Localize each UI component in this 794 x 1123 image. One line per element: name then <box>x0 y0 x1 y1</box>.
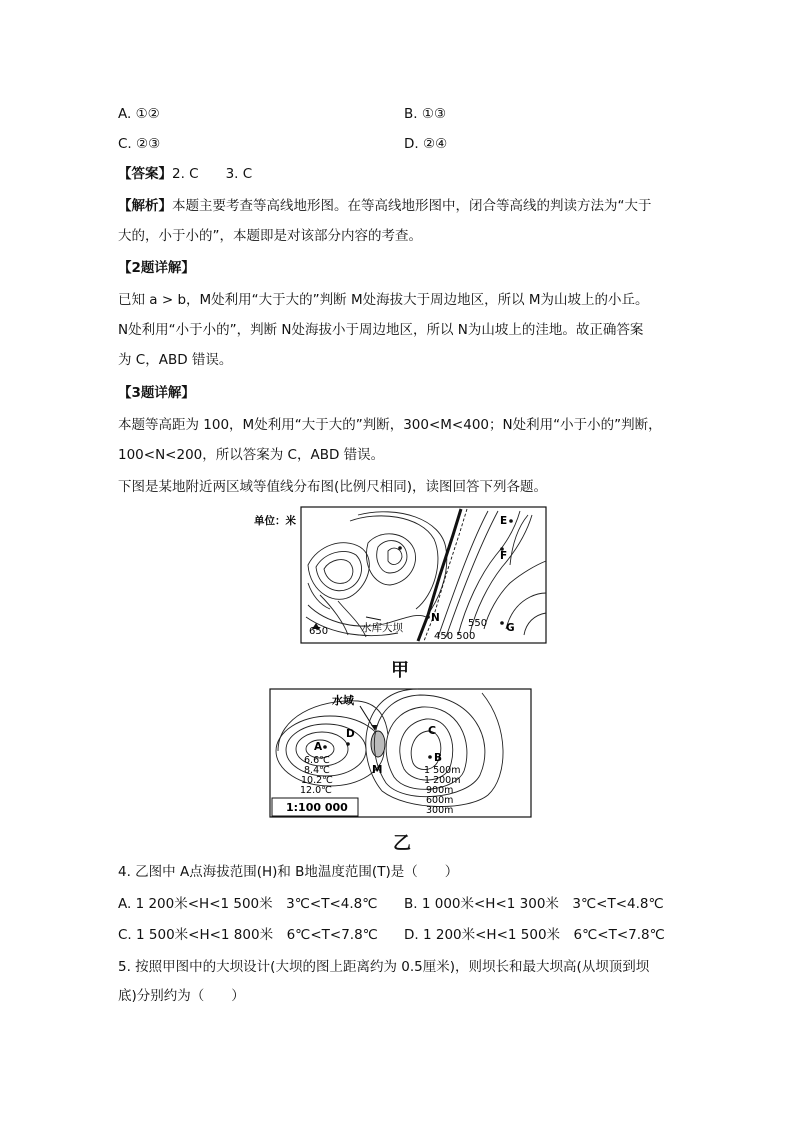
label-dam: 水库大坝 <box>361 622 403 634</box>
summit-dot <box>398 546 402 550</box>
analysis-text-1: 本题主要考查等高线地形图。在等高线地形图中，闭合等高线的判读方法为“大于 <box>172 198 652 214</box>
point-a-dot <box>323 745 327 749</box>
water-body <box>371 731 385 757</box>
q5-line-2: 底)分别约为（ ） <box>118 988 245 1004</box>
label-650: 650 <box>309 626 329 637</box>
option-c: C. ②③ <box>118 136 161 152</box>
scale-label: 1:100 000 <box>286 801 348 814</box>
option-d: D. ②④ <box>404 136 448 152</box>
dam-pointer <box>366 617 381 620</box>
analysis-line-1 <box>118 196 652 216</box>
q3-detail-line-1: 本题等高距为 100，M处利用“大于大的”判断，300<M<400；N处利用“小于小的”判断， <box>118 417 662 433</box>
label-water: 水域 <box>332 694 354 707</box>
q2-detail-line-2: N处利用“小于小的”，判断 N处海拔小于周边地区，所以 N为山坡上的洼地。故正确答案 <box>118 322 644 338</box>
label-b: B <box>434 752 443 764</box>
height-label-5: 300m <box>426 805 454 816</box>
label-a: A <box>314 741 323 753</box>
q2-detail-line-3: 为 C，ABD 错误。 <box>118 352 233 368</box>
q4-stem: 4. 乙图中 A点海拔范围(H)和 B地温度范围(T)是（ ） <box>118 864 459 880</box>
height-label-2: 1 200m <box>424 775 461 786</box>
label-450-500: 450 500 <box>434 631 476 642</box>
label-f: F <box>500 550 508 562</box>
label-n: N <box>431 612 440 624</box>
caption-jia: 甲 <box>391 660 409 681</box>
q3-detail-line-2: 100<N<200，所以答案为 C，ABD 错误。 <box>118 447 385 463</box>
temp-label-1: 6.6℃ <box>304 755 330 766</box>
q4-option-c: C. 1 500米<H<1 800米 6℃<T<7.8℃ <box>118 927 378 943</box>
unit-label: 单位：米 <box>254 515 296 527</box>
temp-label-4: 12.0℃ <box>300 785 332 796</box>
q4-option-b: B. 1 000米<H<1 300米 3℃<T<4.8℃ <box>404 896 664 912</box>
answer-label: 【答案】 <box>118 166 172 182</box>
analysis-line-2: 大的，小于小的”，本题即是对该部分内容的考查。 <box>118 228 422 244</box>
answer-text: 2. C 3. C <box>172 166 253 182</box>
point-g-dot <box>500 621 504 625</box>
isoline-map-yi <box>268 687 533 819</box>
option-b: B. ①③ <box>404 106 447 122</box>
point-d-dot <box>346 742 350 746</box>
analysis-label: 【解析】 <box>118 198 172 214</box>
answer-line <box>118 164 252 184</box>
label-e: E <box>500 515 508 527</box>
label-d: D <box>346 728 355 740</box>
caption-yi: 乙 <box>393 833 411 854</box>
q2-detail-heading: 【2题详解】 <box>118 260 195 276</box>
q4-option-d: D. 1 200米<H<1 500米 6℃<T<7.8℃ <box>404 927 665 943</box>
label-m: M <box>372 764 383 776</box>
point-b-dot <box>428 755 432 759</box>
figure-intro: 下图是某地附近两区域等值线分布图(比例尺相同)，读图回答下列各题。 <box>118 479 548 495</box>
height-label-4: 600m <box>426 795 454 806</box>
q5-line-1: 5. 按照甲图中的大坝设计(大坝的图上距离约为 0.5厘米)，则坝长和最大坝高(从坝顶到坝 <box>118 959 650 975</box>
contour-map-jia <box>248 505 553 645</box>
q2-detail-line-1: 已知 a > b，M处利用“大于大的”判断 M处海拔大于周边地区，所以 M为山坡上的小丘。 <box>118 292 649 308</box>
temp-label-3: 10.2℃ <box>301 775 333 786</box>
height-label-3: 900m <box>426 785 454 796</box>
temp-label-2: 8.4℃ <box>304 765 330 776</box>
label-550: 550 <box>468 618 488 629</box>
label-c: C <box>428 724 437 737</box>
point-n-dot <box>426 615 430 619</box>
label-g: G <box>506 622 515 634</box>
height-label-1: 1 500m <box>424 765 461 776</box>
point-e-dot <box>509 519 513 523</box>
q4-option-a: A. 1 200米<H<1 500米 3℃<T<4.8℃ <box>118 896 378 912</box>
q3-detail-heading: 【3题详解】 <box>118 385 195 401</box>
option-a: A. ①② <box>118 106 160 122</box>
